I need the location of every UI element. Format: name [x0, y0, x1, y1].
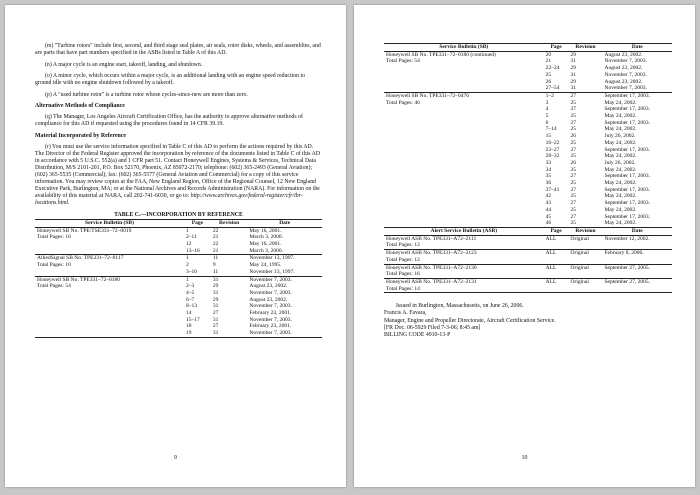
paragraph-o: (o) A minor cycle, which occurs within a major cycle, is an additional landing with an engine speed reduction to ground idle with no engine shutdown followed by a takeoff. — [35, 73, 305, 87]
cell-bulletin — [384, 153, 544, 160]
cell-date: November 7, 2003. — [249, 276, 292, 283]
document-page-10 — [354, 5, 695, 487]
cell-page: 35 — [545, 173, 552, 180]
table-row — [384, 193, 672, 200]
cell-bulletin — [35, 303, 184, 310]
cell-date: May 24, 2002. — [604, 193, 637, 200]
cell-date: May 24, 2002. — [604, 206, 637, 213]
cell-date: September 17, 2003. — [604, 92, 650, 99]
table-c-part-1 — [35, 219, 322, 338]
cell-bulletin — [384, 220, 544, 227]
cell-revision: Original — [570, 250, 589, 257]
cell-page: 22–24 — [545, 65, 560, 72]
cell-page: 36 — [545, 180, 552, 187]
cell-date: November 7, 2003. — [249, 289, 292, 296]
cell-date: September 17, 2003. — [604, 173, 650, 180]
cell-bulletin — [384, 133, 544, 140]
cell-date — [602, 286, 672, 293]
table-row — [35, 297, 322, 304]
paragraph-r-text: (r) You must use the service information specified in Table C of this AD to perform the actions required by this AD. The Director of the Federal Register approved the incorporation by reference of the documents listed in Table C of this AD in accordance with 5 U.S.C. 552(a) and 1 CFR part 51. Contact Honeywell Engines, Systems & Services, Technical Data Distribution, M/S 2101-201, P.O. Box 52170, Phoenix, AZ 85072-2170; telephone: (602) 365-2493 (General Aviation); (602) 365-5535 (Commercial); fax: (602) 365-5577 (General Aviation and Commercial) for a copy of this service information. You may review copies at the FAA, New England Region, Office of the Regional Counsel, 12 New England Executive Park, Burlington, MA; or at the National Archives and Records Administration (NARA). For information on the availability of this material at NARA, call 202-741-6030, or go to: — [35, 143, 321, 200]
cell-bulletin — [384, 113, 544, 120]
cell-page: 14 — [185, 310, 192, 317]
cell-date: May 24, 2002. — [602, 220, 672, 227]
cell-date: September 27, 2005. — [604, 278, 650, 285]
cell-page: 28–32 — [545, 153, 560, 160]
cell-bulletin: AlliedSignal SB No. TPE331–72–0117 — [37, 255, 124, 262]
cell-revision: 31 — [569, 85, 603, 92]
cell-date: May 24, 2002. — [604, 180, 637, 187]
cell-date: August 23, 2002. — [604, 65, 643, 72]
cell-date: August 23, 2002. — [249, 296, 288, 303]
cell-revision: 22 — [212, 241, 219, 248]
fr-doc-line: [FR Doc. 06-5929 Filed 7-3-06; 8:45 am] — [384, 324, 481, 331]
cell-bulletin — [35, 269, 184, 276]
cell-date: May 16, 2001. — [249, 241, 282, 248]
billing-code: BILLING CODE 4910-13-P — [384, 331, 451, 338]
cell-date: September 27, 2005. — [604, 264, 650, 271]
cell-page: 4–5 — [185, 289, 195, 296]
header-service-bulletin: Service Bulletin (SB) — [384, 44, 544, 52]
cell-page — [544, 242, 569, 249]
table-row — [384, 120, 672, 127]
page-10-content — [384, 43, 672, 339]
cell-revision: Original — [570, 235, 589, 242]
cell-page: 19 — [184, 330, 211, 337]
cell-date: July 26, 2002. — [604, 159, 636, 166]
cell-bulletin — [384, 72, 544, 79]
cell-date: March 3, 2000. — [249, 234, 284, 241]
cell-bulletin — [384, 85, 544, 92]
cell-revision: 25 — [570, 193, 577, 200]
cell-revision: 31 — [212, 316, 219, 323]
table-row — [384, 79, 672, 86]
paragraph-m: (m) "Turbine rotors" include first, second, and third stage seal plates, air seals, rotor disks, wheels, and assemblies, and are parts that have part numbers specified in the ASBs listed in Table A of this AD. — [35, 43, 321, 57]
cell-page: 2 — [185, 262, 189, 269]
cell-page: 15–17 — [185, 316, 200, 323]
table-row — [35, 269, 322, 276]
cell-revision: 25 — [570, 99, 577, 106]
cell-page: 23–27 — [545, 146, 560, 153]
cell-revision: 27 — [570, 213, 577, 220]
cell-date: May 24, 2002. — [604, 113, 637, 120]
table-c-caption: TABLE C.—INCORPORATION BY REFERENCE — [114, 211, 243, 218]
table-row — [35, 303, 322, 310]
page-9-content — [35, 43, 322, 338]
table-row — [384, 58, 672, 65]
cell-revision: 27 — [212, 323, 219, 330]
cell-page: 1–2 — [545, 92, 554, 99]
cell-date: August 23, 2002. — [604, 51, 643, 58]
header-date: Date — [602, 44, 672, 52]
cell-revision: 27 — [570, 200, 577, 207]
cell-date: March 3, 2000. — [247, 248, 322, 255]
cell-revision: Original — [570, 278, 589, 285]
cell-date: May 24, 2002. — [604, 139, 637, 146]
cell-date: November 7, 2003. — [249, 316, 292, 323]
cell-bulletin: Total Pages: 16 — [37, 234, 71, 241]
cell-date: September 17, 2003. — [604, 186, 650, 193]
table-row — [384, 92, 672, 99]
cell-bulletin: Honeywell ASB No. TPE331–A72–2131 — [386, 278, 477, 285]
table-row — [384, 242, 672, 249]
cell-page: 1 — [185, 255, 189, 262]
cell-bulletin — [384, 173, 544, 180]
cell-bulletin: Honeywell SB No. TPE/TSE331–72–0019 — [37, 227, 132, 234]
document-page-9 — [5, 5, 346, 487]
cell-revision: 25 — [570, 206, 577, 213]
table-row — [35, 290, 322, 297]
cell-revision: 21 — [211, 248, 248, 255]
cell-revision — [569, 271, 603, 278]
cell-page: 12 — [185, 241, 192, 248]
cell-bulletin: Total Pages: 16 — [384, 271, 544, 278]
table-row — [384, 153, 672, 160]
cell-bulletin: Total Pages: 12 — [384, 257, 544, 264]
cell-revision: 9 — [212, 262, 216, 269]
table-row — [384, 250, 672, 257]
cell-revision — [569, 286, 603, 293]
cell-revision: 31 — [570, 58, 577, 65]
cell-date: August 23, 2002. — [249, 283, 288, 290]
cell-page: 26 — [545, 78, 552, 85]
cell-page: ALL — [545, 278, 557, 285]
table-row — [35, 323, 322, 330]
cell-page: 37–41 — [545, 186, 560, 193]
cell-date: September 17, 2003. — [604, 146, 650, 153]
cell-page: 2–3 — [185, 283, 195, 290]
header-revision: Revision — [569, 44, 603, 52]
header-page: Page — [544, 227, 569, 235]
cell-bulletin — [384, 214, 544, 221]
closing-block — [384, 303, 672, 338]
cell-page: 2–11 — [185, 234, 197, 241]
cell-date — [602, 257, 672, 264]
table-row — [384, 147, 672, 154]
cell-bulletin — [384, 126, 544, 133]
header-page: Page — [184, 219, 211, 227]
cell-bulletin — [35, 323, 184, 330]
cell-date: May 24, 2002. — [604, 166, 637, 173]
cell-page: 16–22 — [545, 139, 560, 146]
cell-bulletin — [384, 65, 544, 72]
table-row — [384, 264, 672, 271]
cell-page: 18 — [185, 323, 192, 330]
cell-revision: 27 — [570, 146, 577, 153]
cell-date: February 23, 2001. — [249, 323, 292, 330]
paragraph-n: (n) A major cycle is an engine start, takeoff, landing, and shutdown. — [45, 61, 203, 68]
table-row — [384, 220, 672, 227]
cell-date: September 17, 2003. — [604, 200, 650, 207]
cell-bulletin — [384, 193, 544, 200]
cell-date — [602, 271, 672, 278]
nara-link[interactable]: http://www.archives.gov/federal-register/cfr/ibr-locations.html. — [35, 193, 303, 207]
table-row — [35, 248, 322, 255]
cell-date: November 12, 2002. — [604, 235, 650, 242]
cell-bulletin — [384, 187, 544, 194]
cell-revision: Original — [570, 264, 589, 271]
cell-page: ALL — [545, 264, 557, 271]
cell-bulletin — [384, 106, 544, 113]
cell-bulletin: Honeywell SB No. TPE331–72–0180 — [37, 276, 121, 283]
cell-page: 20 — [545, 51, 552, 58]
cell-date: September 17, 2003. — [604, 106, 650, 113]
cell-revision: 26 — [570, 159, 577, 166]
cell-revision — [569, 257, 603, 264]
table-row — [35, 283, 322, 290]
table-row — [384, 113, 672, 120]
signatory-title: Manager, Engine and Propeller Directorate, Aircraft Certification Service. — [384, 317, 556, 324]
cell-page: 8–13 — [185, 303, 197, 310]
paragraph-p: (p) A "used turbine rotor" is a turbine rotor whose cycles-since-new are more than zero. — [45, 91, 248, 98]
cell-bulletin: Total Pages: 54 — [37, 283, 71, 290]
cell-date: November 7, 2003. — [604, 58, 647, 65]
table-row — [384, 100, 672, 107]
cell-page: 3 — [545, 99, 549, 106]
cell-date — [602, 242, 672, 249]
header-date: Date — [247, 219, 322, 227]
cell-revision: 29 — [570, 51, 577, 58]
cell-bulletin — [35, 290, 184, 297]
cell-revision: 25 — [570, 153, 577, 160]
table-row — [384, 65, 672, 72]
cell-date: February 23, 2001. — [249, 310, 292, 317]
table-row — [35, 255, 322, 262]
table-row — [384, 214, 672, 221]
cell-page: 6 — [545, 119, 549, 126]
table-row — [384, 271, 672, 278]
cell-page: ALL — [545, 250, 557, 257]
cell-revision: 27 — [570, 106, 577, 113]
cell-bulletin — [384, 79, 544, 86]
cell-revision: 25 — [569, 220, 603, 227]
header-revision: Revision — [569, 227, 603, 235]
cell-bulletin — [384, 160, 544, 167]
cell-bulletin: Honeywell ASB No. TPE331–A72–2130 — [386, 264, 477, 271]
cell-revision: 22 — [212, 227, 219, 234]
cell-bulletin — [35, 248, 184, 255]
cell-page: 42 — [545, 193, 552, 200]
table-row — [384, 286, 672, 293]
cell-revision: 27 — [212, 310, 219, 317]
cell-revision: 27 — [570, 119, 577, 126]
table-row — [384, 180, 672, 187]
cell-bulletin: Honeywell ASB No. TPE331–A72–2123 — [386, 250, 477, 257]
table-row — [384, 85, 672, 92]
page-number: 9 — [174, 455, 177, 461]
cell-page: 46 — [544, 220, 569, 227]
cell-revision: 25 — [570, 139, 577, 146]
cell-date: May 24, 2002. — [604, 126, 637, 133]
cell-revision: 31 — [212, 303, 219, 310]
cell-page: 33 — [545, 159, 552, 166]
table-row — [384, 160, 672, 167]
cell-bulletin — [384, 207, 544, 214]
cell-bulletin — [35, 330, 184, 337]
table-row — [384, 207, 672, 214]
table-row — [384, 51, 672, 58]
header-alert-service-bulletin: Alert Service Bulletin (ASB) — [384, 227, 544, 235]
asb-header-row — [384, 227, 672, 235]
cell-date: September 17, 2003. — [604, 213, 650, 220]
heading-amoc: Alternative Methods of Compliance — [35, 103, 125, 110]
table-row — [384, 187, 672, 194]
table-row — [35, 262, 322, 269]
cell-revision: 11 — [211, 269, 248, 276]
header-date: Date — [602, 227, 672, 235]
cell-revision: 25 — [570, 126, 577, 133]
cell-bulletin — [35, 297, 184, 304]
cell-page: 25 — [545, 71, 552, 78]
cell-date: May 24, 2002. — [604, 99, 637, 106]
cell-revision: 11 — [212, 255, 219, 262]
cell-revision: 26 — [570, 133, 577, 140]
table-c-part-2 — [384, 43, 672, 293]
cell-revision: 31 — [212, 276, 219, 283]
cell-page: ALL — [545, 235, 557, 242]
table-row — [384, 140, 672, 147]
cell-bulletin: Total Pages: 46 — [386, 99, 420, 106]
cell-revision: 25 — [570, 113, 577, 120]
cell-date: May 24, 1995. — [249, 262, 282, 269]
cell-bulletin: Total Pages: 12 — [384, 242, 544, 249]
table-row — [384, 173, 672, 180]
cell-date: November 13, 1997. — [247, 269, 322, 276]
cell-bulletin — [35, 310, 184, 317]
cell-revision: 31 — [212, 289, 219, 296]
table-row — [35, 234, 322, 241]
signatory-name: Francis A. Favara, — [384, 310, 427, 317]
cell-revision: 27 — [570, 186, 577, 193]
cell-page — [544, 286, 569, 293]
cell-date: May 24, 2002. — [604, 153, 637, 160]
cell-page: 44 — [545, 206, 552, 213]
cell-bulletin — [384, 200, 544, 207]
cell-bulletin — [384, 120, 544, 127]
cell-date: February 8, 2006. — [604, 250, 644, 257]
cell-bulletin — [384, 180, 544, 187]
header-service-bulletin: Service Bulletin (SB) — [35, 219, 184, 227]
cell-revision: 31 — [211, 330, 248, 337]
cell-revision: 29 — [212, 296, 219, 303]
cell-page — [544, 271, 569, 278]
cell-bulletin: Honeywell ASB No. TPE331–A72–2111 — [386, 235, 477, 242]
issued-line: Issued in Burlington, Massachusetts, on June 26, 2006. — [396, 303, 524, 310]
cell-date: November 7, 2003. — [604, 71, 647, 78]
cell-page: 5 — [545, 113, 549, 120]
table-row — [384, 278, 672, 285]
header-revision: Revision — [211, 219, 248, 227]
cell-page: 45 — [545, 213, 552, 220]
cell-page: 34 — [545, 166, 552, 173]
paragraph-r — [35, 144, 322, 208]
cell-page: 43 — [545, 200, 552, 207]
cell-page: 13–16 — [184, 248, 211, 255]
table-row — [35, 276, 322, 283]
cell-page: 1 — [185, 227, 189, 234]
cell-bulletin — [384, 140, 544, 147]
table-row — [384, 200, 672, 207]
cell-page: 21 — [545, 58, 552, 65]
cell-revision: 29 — [570, 65, 577, 72]
page-number: 10 — [521, 455, 528, 461]
cell-bulletin — [384, 167, 544, 174]
cell-page: 15 — [545, 133, 552, 140]
cell-date: November 7, 2003. — [247, 330, 322, 337]
table-row — [384, 72, 672, 79]
table-row — [384, 167, 672, 174]
paragraph-q: (q) The Manager, Los Angeles Aircraft Certification Office, has the authority to approve alternative methods of compliance for this AD if requested using the procedures found in 14 CFR 39.19. — [35, 114, 303, 128]
cell-revision — [569, 242, 603, 249]
cell-bulletin: Honeywell SB No. TPE331–72–0476 — [386, 92, 470, 99]
table-row — [35, 241, 322, 248]
table-row — [384, 235, 672, 242]
cell-date: May 16, 2001. — [249, 227, 282, 234]
cell-page: 1 — [185, 276, 189, 283]
cell-page — [544, 257, 569, 264]
cell-date: November 7, 2003. — [602, 85, 672, 92]
cell-bulletin — [384, 147, 544, 154]
cell-revision: 27 — [570, 173, 577, 180]
cell-bulletin: Total Pages: 10 — [37, 262, 71, 269]
cell-page: 27–54 — [544, 85, 569, 92]
cell-revision: 21 — [212, 234, 219, 241]
cell-bulletin — [35, 317, 184, 324]
table-row — [384, 133, 672, 140]
table-header-row — [35, 219, 322, 227]
cell-revision: 29 — [212, 283, 219, 290]
cell-page: 6–7 — [185, 296, 195, 303]
table-header-row — [384, 44, 672, 52]
cell-page: 7–14 — [545, 126, 557, 133]
table-row — [35, 330, 322, 337]
cell-bulletin: Total Pages: 14 — [384, 286, 544, 293]
cell-revision: 25 — [570, 180, 577, 187]
cell-date: July 26, 2002. — [604, 133, 636, 140]
table-row — [384, 126, 672, 133]
table-row — [35, 227, 322, 234]
cell-revision: 27 — [570, 92, 577, 99]
cell-bulletin — [35, 241, 184, 248]
cell-page: 3–10 — [184, 269, 211, 276]
cell-revision: 25 — [570, 166, 577, 173]
cell-page: 4 — [545, 106, 549, 113]
cell-date: August 23, 2002. — [604, 78, 643, 85]
cell-revision: 29 — [570, 78, 577, 85]
cell-bulletin: Honeywell SB No. TPE331–72–0180 (continued) — [386, 51, 496, 58]
table-row — [384, 106, 672, 113]
cell-date: November 13, 1997. — [249, 255, 295, 262]
cell-bulletin: Total Pages: 54 — [386, 58, 420, 65]
table-row — [35, 310, 322, 317]
cell-date: September 17, 2003. — [604, 119, 650, 126]
cell-date: November 7, 2003. — [249, 303, 292, 310]
heading-material-incorporated: Material Incorporated by Reference — [35, 132, 127, 139]
header-page: Page — [544, 44, 569, 52]
cell-revision: 31 — [570, 71, 577, 78]
table-row — [35, 317, 322, 324]
table-row — [384, 257, 672, 264]
